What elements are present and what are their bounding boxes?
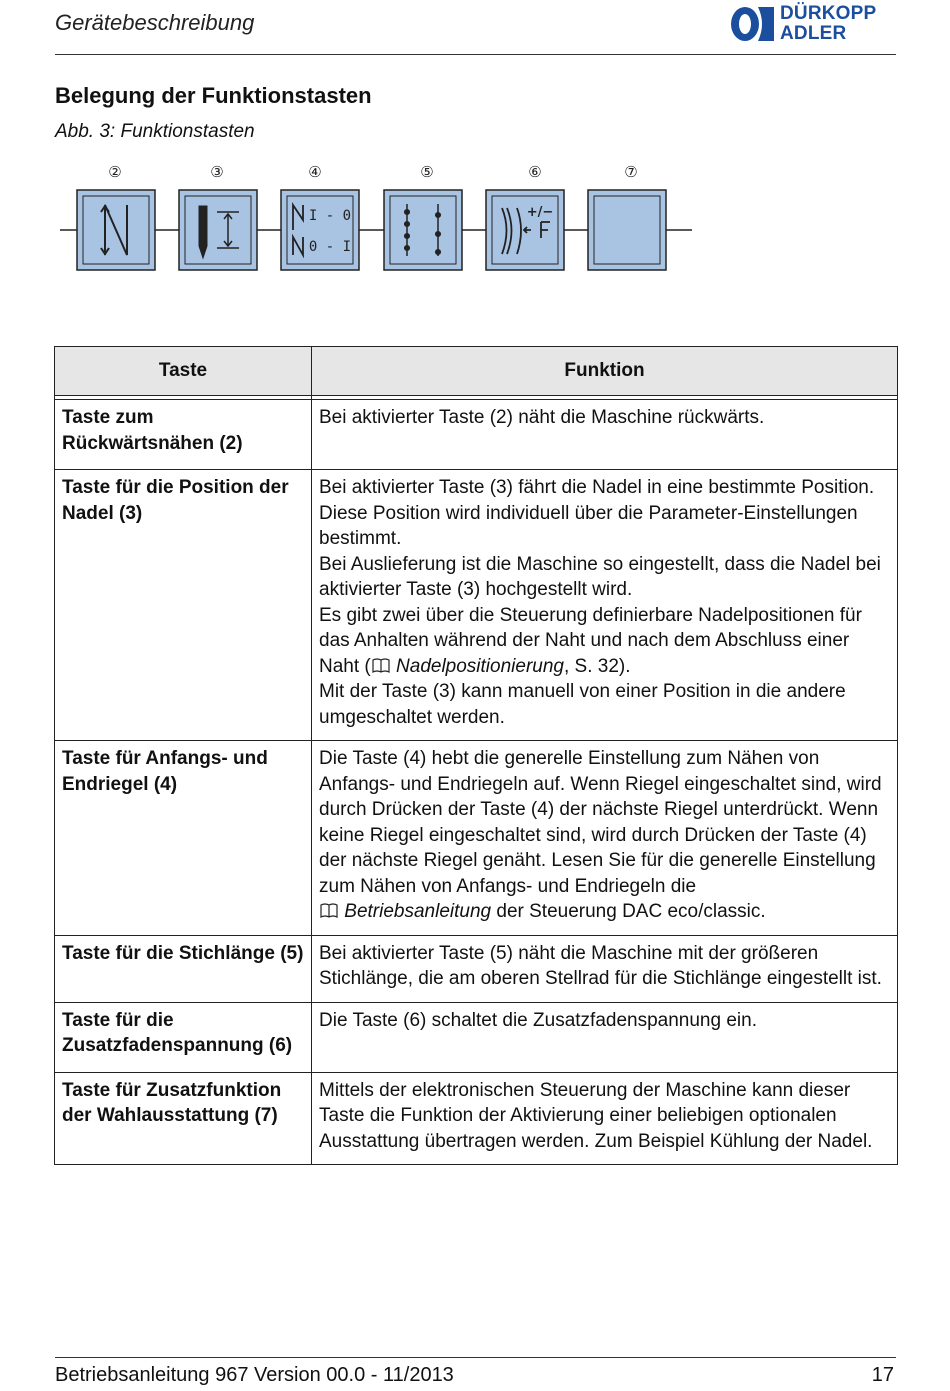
key-name-cell: Taste für die Position der Nadel (3) [55, 470, 312, 741]
book-reference-icon [371, 658, 391, 674]
key-name-cell: Taste für die Stichlänge (5) [55, 935, 312, 1002]
function-cell [312, 741, 898, 936]
table-row [55, 935, 898, 1002]
function-text: Bei Auslieferung ist die Maschine so eingestellt, dass die Nadel bei aktivierter Taste (3) hochgestellt wird. [319, 553, 881, 600]
logo-mark-icon [728, 2, 778, 46]
key-name-cell: Taste zum Rückwärtsnähen (2) [55, 400, 312, 470]
function-keys-figure [55, 150, 715, 280]
function-text: der Steuerung DAC eco/classic. [491, 901, 766, 922]
function-text: Mit der Taste (3) kann manuell von einer Position in die andere umgeschaltet werden. [319, 681, 846, 728]
optional-function-key[interactable] [588, 190, 666, 270]
function-text: Die Taste (4) hebt die generelle Einstellung zum Nähen von Anfangs- und Endriegeln auf. Wenn Riegel eingeschaltet sind, wird durch Drücken der Taste (4) der nächste Riegel unterdrückt. Wenn keine Riegel eingeschaltet sind, wird durch Drücken der Taste (4) der nächste Riegel genäht. Lesen Sie für die generelle Einstellung zum Nähen von Anfangs- und Endriegeln die [319, 748, 882, 897]
key-number-3: ③ [210, 163, 224, 181]
table-row [55, 1072, 898, 1165]
table-header-row [55, 347, 898, 396]
bartack-label-bottom: 0 - I [308, 239, 352, 255]
footer-document-info: Betriebsanleitung 967 Version 00.0 - 11/2013 [55, 1364, 454, 1386]
needle-position-key[interactable] [179, 190, 257, 270]
key-name-cell: Taste für Anfangs- und Endriegel (4) [55, 741, 312, 936]
column-header-key: Taste [55, 347, 312, 396]
key-name-cell: Taste für Zusatzfunktion der Wahlausstattung (7) [55, 1072, 312, 1165]
function-table [54, 346, 898, 1165]
table-row [55, 1002, 898, 1072]
key-number-7: ⑦ [624, 163, 638, 181]
function-text: , S. 32). [563, 655, 631, 677]
bartack-key[interactable] [281, 190, 359, 270]
stitch-length-key[interactable] [384, 190, 462, 270]
figure-caption: Abb. 3: Funktionstasten [55, 121, 255, 142]
reverse-sewing-key[interactable] [77, 190, 155, 270]
function-cell: Bei aktivierter Taste (2) näht die Maschine rückwärts. [312, 400, 898, 470]
function-cell [312, 470, 898, 741]
section-title: Belegung der Funktionstasten [55, 83, 372, 108]
key-number-4: ④ [308, 163, 322, 181]
function-cell: Die Taste (6) schaltet die Zusatzfadenspannung ein. [312, 1002, 898, 1072]
logo-text-line2: ADLER [780, 23, 847, 44]
thread-tension-label: +/− [526, 205, 554, 220]
bartack-label-top: I - 0 [308, 208, 352, 224]
function-text: Es gibt zwei über die Steuerung definierbare Nadelpositionen für das Anhalten während der Naht und nach dem Abschluss einer Naht ( [319, 604, 862, 677]
logo-text-line1: DÜRKOPP [780, 3, 877, 24]
key-name-cell: Taste für die Zusatzfadenspannung (6) [55, 1002, 312, 1072]
function-cell: Bei aktivierter Taste (5) näht die Maschine mit der größeren Stichlänge, die am oberen Stellrad für die Stichlänge eingestellt ist. [312, 935, 898, 1002]
table-row [55, 741, 898, 936]
header-divider [55, 54, 896, 55]
page-number: 17 [871, 1364, 894, 1386]
function-text: Bei aktivierter Taste (3) fährt die Nadel in eine bestimmte Position. Diese Position wird individuell über die Parameter-Einstellungen bestimmt. [319, 477, 875, 549]
cross-reference-link[interactable]: Betriebsanleitung [344, 901, 492, 922]
column-header-function: Funktion [312, 347, 898, 396]
brand-logo [728, 2, 898, 46]
key-number-2: ② [108, 163, 122, 181]
book-reference-icon [319, 903, 339, 919]
thread-tension-key[interactable] [486, 190, 564, 270]
cross-reference-link[interactable]: Nadelpositionierung [396, 655, 564, 677]
table-row [55, 470, 898, 741]
footer-divider [55, 1357, 896, 1358]
key-number-5: ⑤ [420, 163, 434, 181]
key-number-6: ⑥ [528, 163, 542, 181]
table-row [55, 400, 898, 470]
function-cell: Mittels der elektronischen Steuerung der Maschine kann dieser Taste die Funktion der Aktivierung einer beliebigen optionalen Ausstattung übertragen werden. Zum Beispiel Kühlung der Nadel. [312, 1072, 898, 1165]
header-title: Gerätebeschreibung [55, 10, 255, 35]
